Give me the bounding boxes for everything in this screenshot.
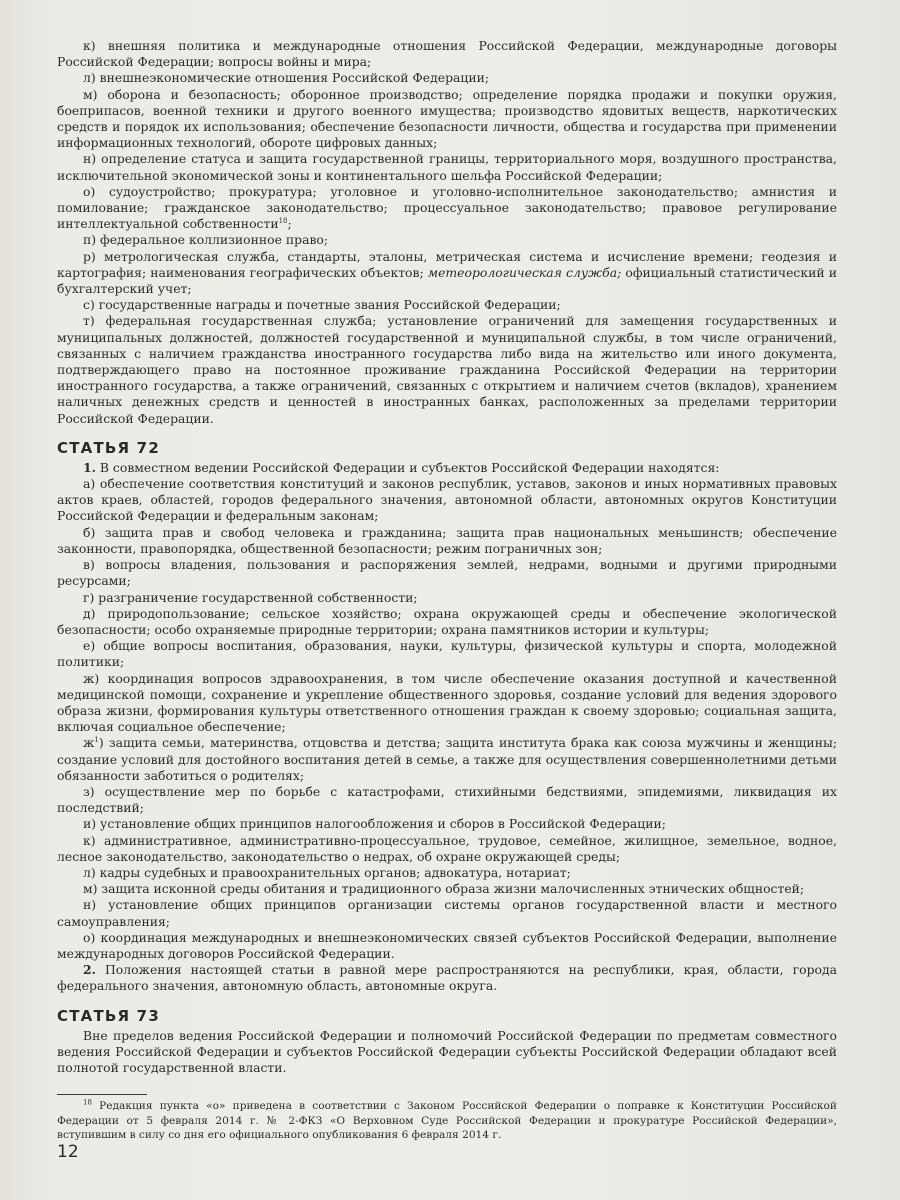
item-s: с) государственные награды и почетные звания Российской Федерации; <box>83 297 561 313</box>
article-73-heading: СТАТЬЯ 73 <box>57 1006 160 1025</box>
art72-item-o: о) координация международных и внешнеэкономических связей субъектов Российской Федерации, выполнение международных договоров Российской Федерации. <box>57 929 837 961</box>
art72-item-z: з) осуществление мер по борьбе с катастрофами, стихийными бедствиями, эпидемиями, ликвидация их последствий; <box>57 783 837 816</box>
art72-item-a: а) обеспечение соответствия конституций и законов республик, уставов, законов и иных нормативных правовых актов краев, областей, городов федерального значения, автономной области, автономных округов Конституции Российской Федерации и федеральным законам; <box>57 476 837 524</box>
footnote-text: Редакция пункта «о» приведена в соответствии с Законом Российской Федерации о поправке к Конституции Российской Федерации от 5 февраля 2014 г. № 2-ФКЗ «О Верховном Суде Российской Федерации и прокуратуре Российской Федерации», вступившим в силу со дня его официального опубликования 6 февраля 2014 г. <box>57 1100 837 1142</box>
item-n: н) определение статуса и защита государственной границы, территориального моря, воздушного пространства, исключительной экономической зоны и континентального шельфа Российской Федерации; <box>57 151 837 183</box>
footnote-reference-18[interactable]: 18 <box>278 217 288 226</box>
footnote-18 <box>57 1099 837 1143</box>
footnote-divider <box>57 1094 147 1095</box>
art72-paragraph-1 <box>57 460 837 476</box>
page-number: 12 <box>57 1142 79 1162</box>
art72-item-b: б) защита прав и свобод человека и гражданина; защита прав национальных меньшинств; обеспечение законности, правопорядка, общественной безопасности; режим пограничных зон; <box>57 524 837 556</box>
item-m: м) оборона и безопасность; оборонное производство; определение порядка продажи и покупки оружия, боеприпасов, военной техники и другого военного имущества; производство ядовитых веществ, наркотических средств и порядок их использования; обеспечение безопасности личности, общества и государства при применении информационных технологий, обороте цифровых данных; <box>57 86 837 151</box>
item-o-end: ; <box>287 216 292 232</box>
art73-text: Вне пределов ведения Российской Федерации и полномочий Российской Федерации по предметам совместного ведения Российской Федерации и субъектов Российской Федерации субъекты Российской Федерации обладают всей полнотой государственной власти. <box>57 1027 837 1075</box>
art72-item-g: г) разграничение государственной собственности; <box>83 589 418 605</box>
art72-item-zh: ж) координация вопросов здравоохранения, в том числе обеспечение оказания доступной и качественной медицинской помощи, сохранение и укрепление общественного здоровья, создание условий для ведения здорового образа жизни, формирования культуры ответственного отношения граждан к своему здоровью; социальная защита, включая социальное обеспечение; <box>57 670 837 735</box>
art72-item-zh1-sup: 1 <box>94 736 99 745</box>
art72-item-l: л) кадры судебных и правоохранительных органов; адвокатура, нотариат; <box>83 864 571 880</box>
art72-item-d: д) природопользование; сельское хозяйство; охрана окружающей среды и обеспечение экологической безопасности; особо охраняемые природные территории; охрана памятников истории и культуры; <box>57 605 837 637</box>
art72-item-k: к) административное, административно-процессуальное, трудовое, семейное, жилищное, земельное, водное, лесное законодательство, законодательство о недрах, об охране окружающей среды; <box>57 832 837 864</box>
item-t: т) федеральная государственная служба; установление ограничений для замещения государственных и муниципальных должностей, должностей государственной и муниципальной службы, в том числе ограничений, связанных с наличием гражданства иностранного государства либо вида на жительство или иного документа, подтверждающего право на постоянное проживание гражданина Российской Федерации на территории иностранного государства, а также ограничений, связанных с открытием и наличием счетов (вкладов), хранением наличных денежных средств и ценностей в иностранных банках, расположенных за пределами территории Российской Федерации. <box>57 313 837 426</box>
art72-item-e: е) общие вопросы воспитания, образования, науки, культуры, физической культуры и спорта, молодежной политики; <box>57 638 837 670</box>
item-r <box>57 249 837 298</box>
item-k: к) внешняя политика и международные отношения Российской Федерации, международные договоры Российской Федерации; вопросы войны и мира; <box>57 38 837 70</box>
item-o <box>57 184 837 233</box>
art72-p2-text: Положения настоящей статьи в равной мере распространяются на республики, края, области, города федерального значения, автономную область, автономные округа. <box>57 962 837 994</box>
article-72-heading: СТАТЬЯ 72 <box>57 438 160 457</box>
item-o-text: о) судоустройство; прокуратура; уголовное и уголовно-исполнительное законодательство; амнистия и помилование; гражданское законодательство; процессуальное законодательство; правовое регулирование интеллектуальной собственности <box>57 183 837 232</box>
item-r-before: р) метрологическая служба, стандарты, эталоны, метрическая система и исчисление времени; геодезия и картография; наименования географических объектов; <box>57 248 837 280</box>
footnote-mark: 18 <box>83 1098 92 1107</box>
art72-item-zh1 <box>57 735 837 784</box>
art72-item-n: н) установление общих принципов организации системы органов государственной власти и местного самоуправления; <box>57 897 837 929</box>
art72-item-zh1-text: ) защита семьи, материнства, отцовства и детства; защита института брака как союза мужчины и женщины; создание условий для достойного воспитания детей в семье, а также для осуществления совершеннолетними детьми обязанности заботиться о родителях; <box>57 735 837 783</box>
item-l: л) внешнеэкономические отношения Российской Федерации; <box>83 70 490 86</box>
item-r-italic: метеорологическая служба; <box>427 264 622 280</box>
item-p: п) федеральное коллизионное право; <box>83 232 329 248</box>
art72-p2-number: 2. <box>83 962 96 978</box>
art72-item-v: в) вопросы владения, пользования и распоряжения землей, недрами, водными и другими природными ресурсами; <box>57 557 837 589</box>
art72-item-zh1-prefix: ж <box>83 735 95 751</box>
art72-p1-text: В совместном ведении Российской Федерации и субъектов Российской Федерации находятся: <box>95 459 720 475</box>
art72-item-m: м) защита исконной среды обитания и традиционного образа жизни малочисленных этнических общностей; <box>83 881 805 897</box>
item-r-after: официальный статистический и бухгалтерский учет; <box>57 264 838 297</box>
art72-paragraph-2 <box>57 962 837 994</box>
art72-p1-number: 1. <box>83 459 96 475</box>
art72-item-i: и) установление общих принципов налогообложения и сборов в Российской Федерации; <box>83 816 666 832</box>
